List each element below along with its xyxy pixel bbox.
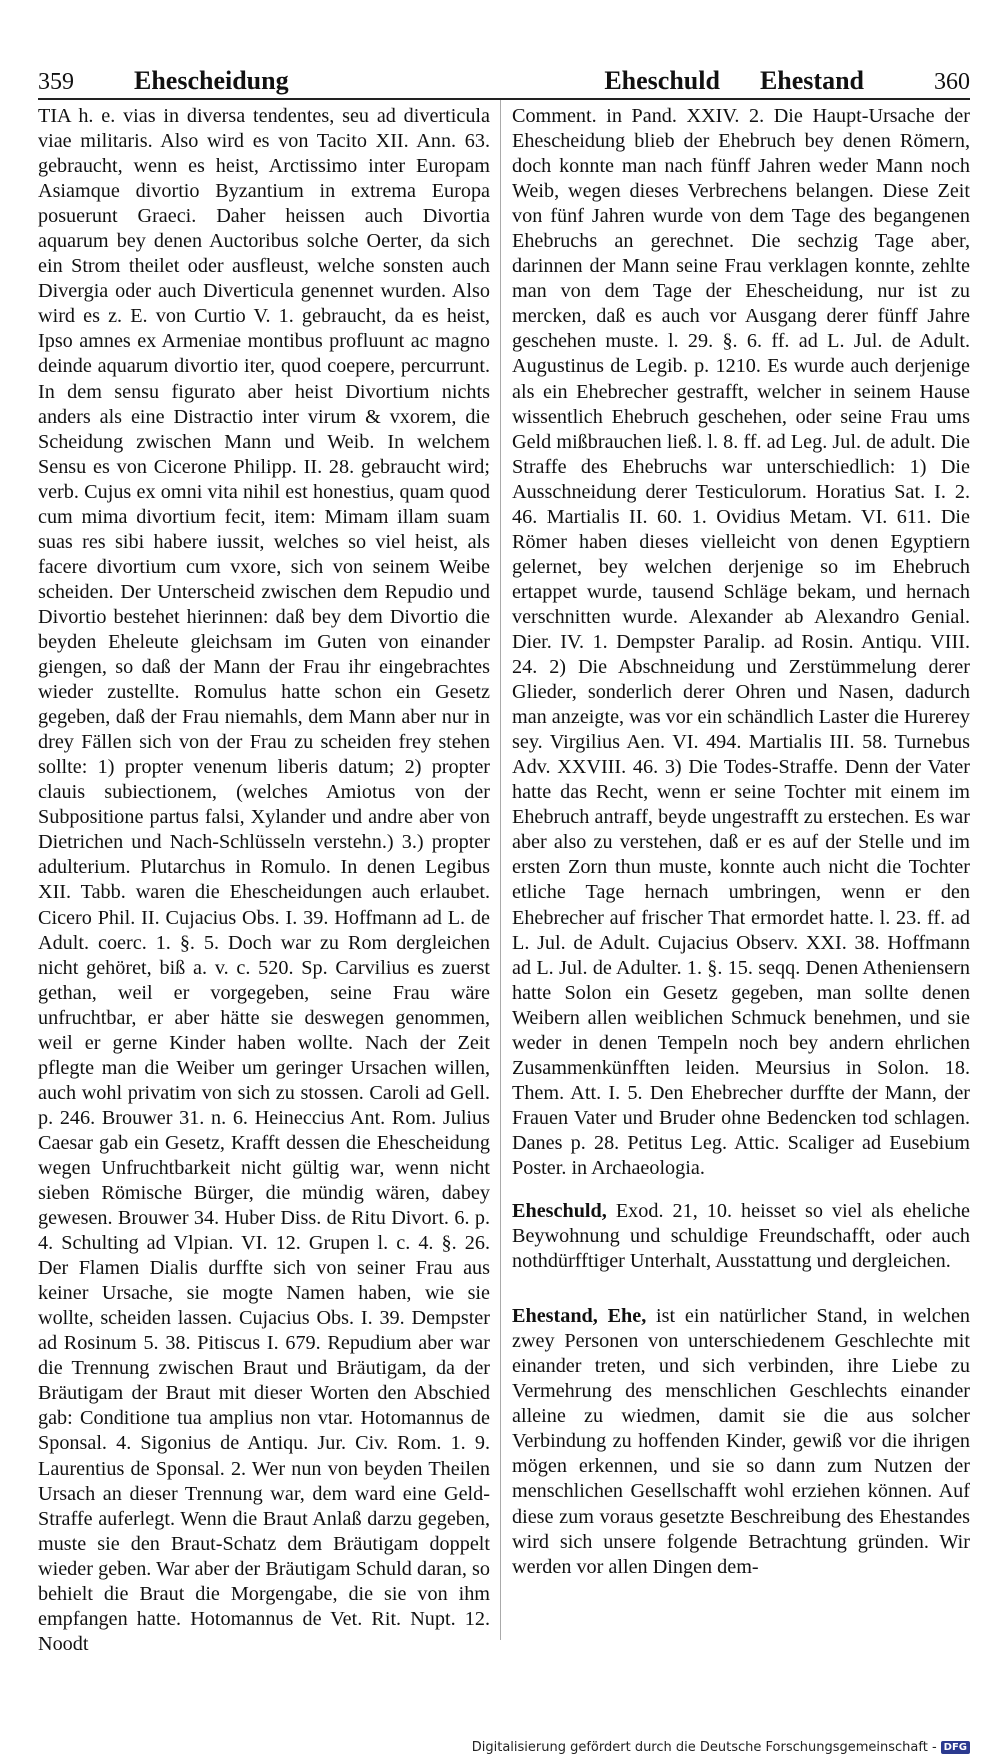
right-column — [512, 104, 970, 1580]
entry-ehestand-headword: Ehestand, Ehe, — [512, 1305, 647, 1328]
right-running-title-1: Eheschuld — [604, 66, 720, 95]
right-page-number: 360 — [934, 69, 970, 95]
left-running-title: Ehescheidung — [134, 66, 289, 95]
digitization-footer — [472, 1740, 970, 1755]
left-column — [38, 104, 490, 1657]
header-rule — [38, 98, 970, 100]
dfg-logo: DFG — [941, 1741, 970, 1754]
right-column-paragraph-1: Comment. in Pand. XXIV. 2. Die Haupt-Ursache der Ehescheidung blieb der Ehebruch bey denen Römern, doch konnte man nach fünff Jahren weder Mann noch Weib, wegen dieses Verbrechens belangen. Diese Zeit von fünf Jahren wurde von dem Tage des begangenen Ehebruchs an gerechnet. Die sechzig Tage aber, darinnen der Mann seine Frau verklagen konnte, zehlte man von dem Tage der Ehescheidung, nur ist zu mercken, daß es auch vor Ausgang derer fünff Jahre geschehen muste. l. 29. §. 6. ff. ad L. Jul. de Adult. Augustinus de Legib. p. 1210. Es wurde auch derjenige als ein Ehebrecher gestrafft, welcher in seinem Hause wissentlich Ehebruch geschehen, oder seine Frau ums Geld mißbrauchen ließ. l. 8. ff. ad Leg. Jul. de adult. Die Straffe des Ehebruchs war unterschiedlich: 1) Die Ausschneidung derer Testiculorum. Horatius Sat. I. 2. 46. Martialis II. 60. 1. Ovidius Metam. VI. 611. Die Römer haben dieses vielleicht von denen Egyptiern gelernet, bey welchen derjenige so im Ehebruch ertappet wurde, tausend Schläge bekam, und hernach verschnitten wurde. Alexander ab Alexandro Genial. Dier. IV. 1. Dempster Paralip. ad Rosin. Antiqu. VIII. 24. 2) Die Abschneidung und Zerstümmelung derer Glieder, sonderlich derer Ohren und Nasen, dadurch man anzeigte, was vor ein schändlich Laster die Hurerey sey. Virgilius Aen. VI. 494. Martialis III. 58. Turnebus Adv. XXVIII. 46. 3) Die Todes-Straffe. Denn der Vater hatte das Recht, wenn er seine Tochter mit einem im Ehebruch antraff, beyde ungestrafft zu erstechen. Es war aber also zu verstehen, daß er es auf der Stelle und im ersten Zorn thun muste, konnte auch nicht die Tochter etliche Tage hernach umbringen, wenn er den Ehebrecher auf frischer That ermordet hatte. l. 23. ff. ad L. Jul. de Adult. Cujacius Observ. XXI. 38. Hoffmann ad L. Jul. de Adulter. 1. §. 15. seqq. Denen Atheniensern hatte Solon ein Gesetz gegeben, man sollte denen Weibern allen weiblichen Schmuck benehmen, und sie weder in denen Tempeln noch bey andern ehrlichen Zusammenkünfften leiden. Meursius in Solon. 18. Them. Att. I. 5. Den Ehebrecher durffte der Mann, der Frauen Vater und Bruder ohne Bedencken tod schlagen. Danes p. 28. Petitus Leg. Attic. Scaliger ad Eusebium Poster. in Archaeologia. — [512, 105, 970, 1179]
entry-eheschuld — [512, 1199, 970, 1274]
right-running-title-2: Ehestand — [759, 66, 864, 95]
left-column-paragraph: TIA h. e. vias in diversa tendentes, seu ad diverticula viae militaris. Also wird es von Tacito XII. Ann. 63. gebraucht, wenn es heist, Arctissimo inter Europam Asiamque divortio Byzantium in extrema Europa posuerunt Graeci. Daher heissen auch Divortia aquarum bey denen Auctoribus solche Oerter, da sich ein Strom theilet oder ausfleust, welche sonsten auch Divergia oder auch Diverticula genennet wurden. Also wird es z. E. von Curtio V. 1. gebraucht, da es heist, Ipso amnes ex Armeniae montibus profluunt ac magno deinde aquarum divortio iter, quod coepere, percurrunt. In dem sensu figurato aber heist Divortium nichts anders als eine Distractio inter virum & vxorem, die Scheidung zwischen Mann und Weib. In welchem Sensu es von Cicerone Philipp. II. 28. gebraucht wird; verb. Cujus ex omni vita nihil est honestius, quam quod cum mima divortium fecit, item: Mimam illam suam suas res sibi habere iussit, welches so viel heist, als facere divortium cum vxore, sich von seinem Weibe scheiden. Der Unterscheid zwischen dem Repudio und Divortio bestehet hierinnen: daß bey dem Divortio die beyden Eheleute gleichsam im Guten von einander giengen, so daß der Mann der Frau ihr eingebrachtes wieder zustellte. Romulus hatte schon ein Gesetz gegeben, daß der Frau niemahls, dem Mann aber nur in drey Fällen sich von der Frau zu scheiden frey stehen sollte: 1) propter venenum liberis datum; 2) propter clauis subiectionem, (welches Amiotus von der Subpositione partus falsi, Xylander und andre aber von Dietrichen und Nach-Schlüsseln verstehn.) 3.) propter adulterium. Plutarchus in Romulo. In denen Legibus XII. Tabb. waren die Ehescheidungen auch erlaubet. Cicero Phil. II. Cujacius Obs. I. 39. Hoffmann ad L. de Adult. coerc. 1. §. 5. Doch war zu Rom dergleichen nicht gehöret, biß a. v. c. 520. Sp. Carvilius es zuerst gethan, weil er vorgegeben, seine Frau wäre unfruchtbar, er aber hätte sie deswegen genommen, weil er gerne Kinder haben wollte. Nach der Zeit pflegte man die Weiber um geringer Ursachen willen, auch wohl privatim von sich zu stossen. Caroli ad Gell. p. 246. Brouwer 31. n. 6. Heineccius Ant. Rom. Julius Caesar gab ein Gesetz, Krafft dessen die Ehescheidung wegen Unfruchtbarkeit nicht gültig war, wenn nicht sieben Römische Bürger, die mündig wären, dabey gewesen. Brouwer 34. Huber Diss. de Ritu Divort. 6. p. 4. Schulting ad Vlpian. VI. 12. Grupen l. c. 4. §. 26. Der Flamen Dialis durffte sich von seiner Frau aus keiner Ursache, sie mogte Namen haben, wie sie wollte, scheiden lassen. Cujacius Obs. I. 39. Dempster ad Rosinum 5. 38. Pitiscus I. 679. Repudium aber war die Trennung zwischen Braut und Bräutigam, da der Bräutigam der Braut mit dieser Worten den Abschied gab: Conditione tua amplius non vtar. Hotomannus de Sponsal. 4. Sigonius de Antiqu. Jur. Civ. Rom. 1. 9. Laurentius de Sponsal. 2. Wer nun von beyden Theilen Ursach an dieser Trennung war, dem ward eine Geld-Straffe auferlegt. Wenn die Braut Anlaß darzu gegeben, muste sie den Braut-Schatz dem Bräutigam doppelt wieder geben. War aber der Bräutigam Schuld daran, so behielt die Braut die Morgengabe, die sie von ihm empfangen hatte. Hotomannus de Vet. Rit. Nupt. 12. Noodt — [38, 105, 490, 1655]
entry-ehestand — [512, 1304, 970, 1580]
column-divider — [500, 100, 501, 1640]
entry-ehestand-text: ist ein natürlicher Stand, in welchen zwey Personen von unterschiedenem Geschlechte mit einander treten, und sich verbinden, ihre Liebe zu Vermehrung des menschlichen Geschlechts einander alleine zu wiedmen, damit sie die aus solcher Verbindung zu hoffenden Kinder, gewiß vor die ihrigen mögen erkennen, und sie so dann zum Nutzen der menschlichen Gesellschafft wohl erziehen können. Auf diese zum voraus gesetzte Beschreibung des Ehestandes wird sich unsere folgende Betrachtung gründen. Wir werden vor allen Dingen dem- — [512, 1305, 970, 1578]
footer-credit: Digitalisierung gefördert durch die Deutsche Forschungsgemeinschaft - — [471, 1740, 937, 1755]
entry-eheschuld-headword: Eheschuld, — [512, 1200, 607, 1223]
running-header — [38, 60, 970, 96]
entry-eheschuld-text: Exod. 21, 10. heisset so viel als eheliche Beywohnung und schuldige Freundschafft, oder auch nothdürfftiger Unterhalt, Ausstattung und dergleichen. — [512, 1200, 970, 1273]
left-page-number: 359 — [38, 69, 74, 95]
